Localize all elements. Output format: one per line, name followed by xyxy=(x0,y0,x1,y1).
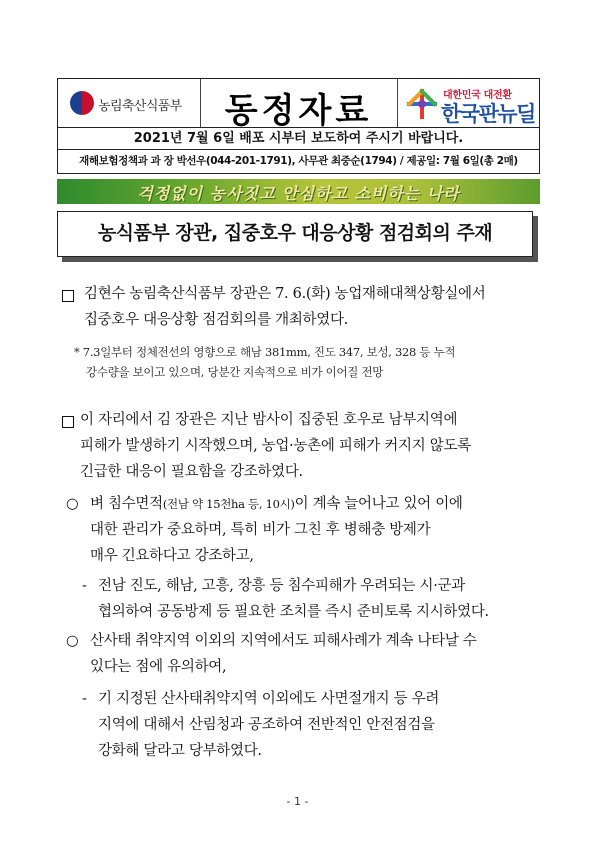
bullet-1-text-a: 벼 침수면적 xyxy=(90,496,163,512)
headline-box xyxy=(57,211,533,257)
new-deal-tagline: 대한민국 대전환 xyxy=(443,90,512,101)
bullet-1-line-2: 대한 관리가 중요하며, 특히 비가 그친 후 병해충 방제가 xyxy=(90,522,431,538)
new-deal-name: 한국판뉴딜 xyxy=(441,102,535,126)
contact-info: 재해보험정책과 과 장 박선우(044-201-1791), 사무관 최중순(1794) / 제공일: 7월 6일(총 2매) xyxy=(57,150,540,174)
bullet-2-line-1: 산사태 취약지역 이외의 지역에서도 피해사례가 계속 나타날 수 xyxy=(90,633,477,649)
dash-2-line-2: 지역에 대해서 산림청과 공조하여 전반적인 안전점검을 xyxy=(98,717,435,733)
dash-2-line-1: 기 지정된 산사태취약지역 이외에도 사면절개지 등 우려 xyxy=(98,691,440,707)
footnote-line-2: 강수량을 보이고 있으며, 당분간 지속적으로 비가 이어질 전망 xyxy=(86,365,384,379)
release-notice: 2021년 7월 6일 배포 시부터 보도하여 주시기 바랍니다. xyxy=(57,128,540,150)
ministry-name: 농림축산식품부 xyxy=(98,99,182,114)
bullet-1-parenthetical: (전남 약 15천ha 등, 10시) xyxy=(162,497,295,511)
slogan-text: 걱정없이 농사짓고 안심하고 소비하는 나라 xyxy=(137,184,460,203)
ministry-cell xyxy=(58,79,201,127)
checkbox-bullet-icon xyxy=(62,416,74,428)
dash-bullet: - xyxy=(82,578,87,594)
paragraph-2-line-2: 피해가 발생하기 시작했으며, 농업·농촌에 피해가 커지지 않도록 xyxy=(80,438,471,454)
paragraph-1-line-2: 집중호우 대응상황 점검회의를 개최하였다. xyxy=(84,312,348,328)
dash-1-line-1: 전남 진도, 해남, 고흥, 장흥 등 침수피해가 우려되는 시·군과 xyxy=(98,578,465,594)
press-title: 동정자료 xyxy=(224,91,373,131)
new-deal-logo-icon xyxy=(405,87,439,121)
paragraph-2-line-3: 긴급한 대응이 필요함을 강조하였다. xyxy=(80,464,303,480)
checkbox-bullet-icon xyxy=(62,290,74,302)
page-number: - 1 - xyxy=(286,795,309,808)
new-deal-cell xyxy=(397,79,539,127)
bullet-1-line-1 xyxy=(90,491,463,517)
dash-bullet: - xyxy=(82,691,87,707)
slogan-banner xyxy=(57,179,540,204)
bullet-1-text-c: 이 계속 늘어나고 있어 이에 xyxy=(294,496,463,512)
bullet-2-line-2: 있다는 점에 유의하여, xyxy=(90,659,227,675)
dash-2-line-3: 강화해 달라고 당부하였다. xyxy=(98,743,262,759)
taegeuk-emblem-icon xyxy=(70,91,94,115)
circle-bullet: ○ xyxy=(66,633,79,649)
paragraph-1-line-1: 김현수 농림축산식품부 장관은 7. 6.(화) 농업재해대책상황실에서 xyxy=(84,286,486,302)
title-cell xyxy=(200,79,398,131)
bullet-1-line-3: 매우 긴요하다고 강조하고, xyxy=(90,548,254,564)
paragraph-2-line-1: 이 자리에서 김 장관은 지난 밤사이 집중된 호우로 남부지역에 xyxy=(80,412,458,428)
circle-bullet: ○ xyxy=(66,496,79,512)
dash-1-line-2: 협의하여 공동방제 등 필요한 조치를 즉시 준비토록 지시하였다. xyxy=(98,604,489,620)
headline: 농식품부 장관, 집중호우 대응상황 점검회의 주재 xyxy=(97,222,493,244)
footnote-line-1: * 7.3일부터 정체전선의 영향으로 해남 381mm, 진도 347, 보성, 328 등 누적 xyxy=(74,345,456,359)
press-header xyxy=(57,78,540,131)
